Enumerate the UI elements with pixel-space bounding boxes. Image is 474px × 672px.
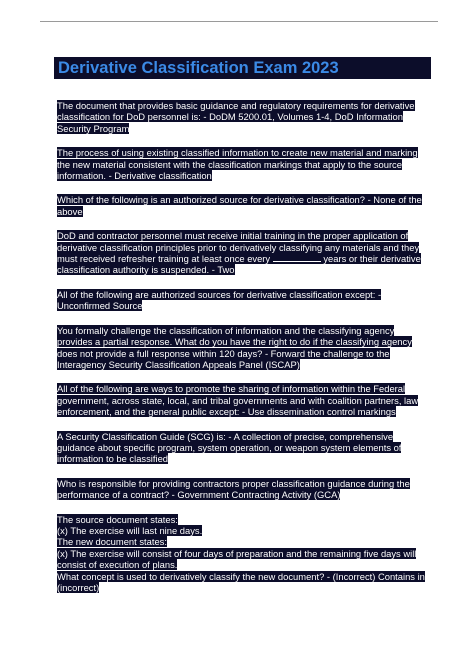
final-text: The source document states:: [57, 513, 178, 525]
final-line: [57, 536, 429, 547]
qa-item: [57, 383, 429, 417]
qa-text: Who is responsible for providing contractors proper classification guidance during the performance of a contract? - Government Contracting Activity (GCA): [57, 477, 410, 501]
fill-in-blank: [270, 253, 323, 264]
qa-text: The document that provides basic guidance and regulatory requirements for derivative classification for DoD personnel is: - DoDM 5200.01, Volumes 1-4, DoD Information Security Program: [57, 100, 415, 134]
qa-item: [57, 194, 429, 217]
qa-item: [57, 100, 429, 134]
final-text: The new document states:: [57, 536, 167, 548]
final-line: [57, 548, 429, 571]
final-text: (x) The exercise will consist of four days of preparation and the remaining five days will consist of execution of plans.: [57, 547, 417, 571]
final-line: [57, 514, 429, 525]
qa-text-after-blank: years or their derivative classification authority is suspended. - Two: [57, 253, 421, 276]
final-text: What concept is used to derivatively classify the new document? - (Incorrect) Contains in (incorrect): [57, 570, 425, 593]
document-body: [57, 100, 429, 593]
qa-item: [57, 147, 429, 181]
top-rule: [40, 21, 438, 22]
qa-item: [57, 431, 429, 465]
qa-text: All of the following are authorized sources for derivative classification except: - Unconfirmed Source: [57, 288, 382, 312]
qa-text-before-blank: DoD and contractor personnel must receive initial training in the proper application of derivative classification principles prior to derivatively classifying any materials and they must received refresher training at least once every: [57, 230, 420, 265]
final-line: [57, 525, 429, 536]
qa-item: [57, 230, 429, 276]
final-text: (x) The exercise will last nine days.: [57, 524, 203, 536]
qa-text: A Security Classification Guide (SCG) is: - A collection of precise, comprehensive guidance about specific program, system operation, or weapon system elements of information to be classified: [57, 430, 402, 465]
qa-text: The process of using existing classified information to create new material and marking the new material consistent with the classification markings that apply to the source information. - Derivative classification: [57, 147, 418, 182]
final-question: [57, 514, 429, 594]
qa-item: [57, 325, 429, 371]
qa-item: [57, 289, 429, 312]
qa-text: Which of the following is an authorized source for derivative classification? - None of the above: [57, 194, 422, 217]
final-line: [57, 571, 429, 594]
qa-text: You formally challenge the classification of information and the classifying agency provides a partial response. What do you have the right to do if the classifying agency does not provide a full response within 120 days? - Forward the challenge to the Interagency Security Classification Appeals Panel (ISCAP): [57, 324, 412, 370]
document-title: Derivative Classification Exam 2023: [54, 57, 431, 79]
qa-text: All of the following are ways to promote the sharing of information within the Federal government, across state, local, and tribal governments and with coalition partners, law enforcement, and the general public except: - Use dissemination control markings: [57, 383, 419, 418]
qa-item: [57, 478, 429, 501]
